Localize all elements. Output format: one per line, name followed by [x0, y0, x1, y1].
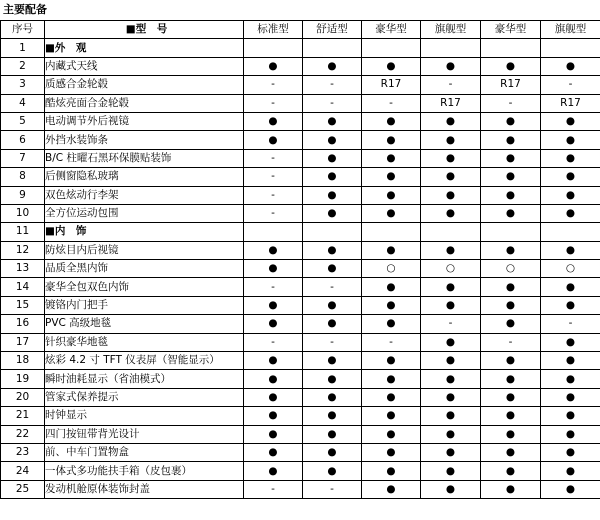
feature-value: - [244, 149, 303, 167]
feature-value: ● [244, 296, 303, 314]
feature-value: ● [421, 407, 481, 425]
table-row [1, 370, 600, 388]
feature-value: ● [541, 204, 600, 222]
feature-value [362, 223, 421, 241]
table-row [1, 241, 600, 259]
feature-name: 防炫目内后视镜 [45, 241, 244, 259]
feature-value: ● [303, 315, 362, 333]
feature-name: 品质全黑内饰 [45, 260, 244, 278]
feature-value: R17 [421, 94, 481, 112]
feature-value: ● [541, 241, 600, 259]
table-row [1, 352, 600, 370]
table-row [1, 388, 600, 406]
feature-value: ● [421, 296, 481, 314]
feature-value: ● [541, 57, 600, 75]
feature-value: R17 [541, 94, 600, 112]
table-row [1, 462, 600, 480]
row-number: 11 [1, 223, 45, 241]
feature-value: ● [244, 315, 303, 333]
spec-body [1, 39, 600, 499]
header-no: 序号 [1, 21, 45, 39]
row-number: 23 [1, 443, 45, 461]
feature-value [303, 39, 362, 57]
feature-value: ● [362, 112, 421, 130]
feature-value: ● [481, 462, 541, 480]
feature-value: ● [421, 57, 481, 75]
feature-value: ● [362, 352, 421, 370]
feature-value: ● [421, 204, 481, 222]
feature-name: 酷炫亮面合金轮毂 [45, 94, 244, 112]
feature-value: ● [421, 425, 481, 443]
feature-value: ● [303, 260, 362, 278]
feature-value: ● [481, 57, 541, 75]
feature-value [421, 223, 481, 241]
feature-value [541, 223, 600, 241]
feature-value: ● [362, 204, 421, 222]
feature-name: 瞬时油耗显示（省油模式） [45, 370, 244, 388]
feature-name: B/C 柱曜石黑环保膜贴装饰 [45, 149, 244, 167]
table-row [1, 94, 600, 112]
feature-value: ● [541, 186, 600, 204]
feature-value: ● [481, 480, 541, 498]
feature-value: ● [481, 149, 541, 167]
feature-value: ● [244, 425, 303, 443]
row-number: 1 [1, 39, 45, 57]
feature-value: ● [362, 370, 421, 388]
feature-name: 镀铬内门把手 [45, 296, 244, 314]
spec-table [0, 20, 600, 499]
feature-value: ● [244, 131, 303, 149]
feature-value: ● [244, 352, 303, 370]
feature-value: ○ [421, 260, 481, 278]
feature-value: ● [541, 112, 600, 130]
feature-value: ● [481, 131, 541, 149]
feature-value: ● [541, 131, 600, 149]
feature-value: ● [481, 168, 541, 186]
section-title: 主要配备 [3, 3, 47, 16]
feature-value: ● [244, 462, 303, 480]
feature-value: R17 [481, 76, 541, 94]
feature-value: ● [421, 480, 481, 498]
feature-value: ● [244, 443, 303, 461]
feature-value: - [244, 76, 303, 94]
feature-value: ● [303, 407, 362, 425]
row-number: 15 [1, 296, 45, 314]
feature-value: - [303, 480, 362, 498]
feature-value: ● [541, 388, 600, 406]
feature-value: ● [541, 296, 600, 314]
feature-name: 电动调节外后视镜 [45, 112, 244, 130]
feature-value: - [541, 76, 600, 94]
feature-name: 内藏式天线 [45, 57, 244, 75]
feature-value: ● [421, 278, 481, 296]
feature-value: ● [303, 131, 362, 149]
feature-value: ● [244, 57, 303, 75]
feature-value: - [362, 333, 421, 351]
feature-value: ● [541, 149, 600, 167]
row-number: 8 [1, 168, 45, 186]
feature-value: ● [362, 186, 421, 204]
feature-value [244, 39, 303, 57]
feature-value: ● [303, 186, 362, 204]
feature-name: 发动机舱原体装饰封盖 [45, 480, 244, 498]
row-number: 3 [1, 76, 45, 94]
header-trim: 豪华型 [362, 21, 421, 39]
header-trim: 标准型 [244, 21, 303, 39]
feature-value: - [244, 278, 303, 296]
feature-value: ● [244, 407, 303, 425]
row-number: 18 [1, 352, 45, 370]
feature-value: - [244, 186, 303, 204]
feature-name: 外挡水装饰条 [45, 131, 244, 149]
feature-value: ● [481, 443, 541, 461]
feature-value: ● [303, 241, 362, 259]
feature-value: ● [303, 388, 362, 406]
row-number: 17 [1, 333, 45, 351]
feature-value: ● [362, 407, 421, 425]
feature-name: 全方位运动包围 [45, 204, 244, 222]
table-row [1, 443, 600, 461]
row-number: 25 [1, 480, 45, 498]
category-row [1, 39, 600, 57]
feature-value: ● [541, 352, 600, 370]
feature-name: 一体式多功能扶手箱（皮包裹） [45, 462, 244, 480]
feature-value: R17 [362, 76, 421, 94]
table-row [1, 57, 600, 75]
feature-value [244, 223, 303, 241]
feature-value: ● [362, 480, 421, 498]
feature-value: - [244, 168, 303, 186]
feature-value: ● [244, 370, 303, 388]
feature-value: ● [303, 462, 362, 480]
feature-value: ● [421, 352, 481, 370]
feature-value [421, 39, 481, 57]
feature-value: ● [303, 57, 362, 75]
table-row [1, 333, 600, 351]
feature-value: ● [481, 241, 541, 259]
feature-name: 管家式保养提示 [45, 388, 244, 406]
table-row [1, 260, 600, 278]
feature-value [541, 39, 600, 57]
header-trim: 舒适型 [303, 21, 362, 39]
feature-value: ● [362, 241, 421, 259]
feature-value: ● [362, 315, 421, 333]
feature-value: ● [362, 296, 421, 314]
feature-value: ● [541, 462, 600, 480]
feature-name: 炫彩 4.2 寸 TFT 仪表屏（智能显示） [45, 352, 244, 370]
feature-value: ● [303, 296, 362, 314]
feature-value: ● [421, 370, 481, 388]
feature-value: ● [421, 443, 481, 461]
feature-value [303, 223, 362, 241]
table-row [1, 278, 600, 296]
row-number: 13 [1, 260, 45, 278]
feature-value: - [303, 76, 362, 94]
row-number: 16 [1, 315, 45, 333]
feature-value: - [541, 315, 600, 333]
feature-value: ● [421, 333, 481, 351]
feature-value: ● [481, 278, 541, 296]
feature-value: - [481, 333, 541, 351]
row-number: 12 [1, 241, 45, 259]
feature-value: ● [362, 388, 421, 406]
feature-value [481, 223, 541, 241]
feature-value: ● [421, 462, 481, 480]
feature-value: - [481, 94, 541, 112]
feature-value: ● [481, 204, 541, 222]
table-row [1, 296, 600, 314]
feature-value: ● [303, 352, 362, 370]
category-label: ■内 饰 [45, 223, 244, 241]
feature-value: ● [541, 333, 600, 351]
feature-value: ● [362, 149, 421, 167]
feature-value: - [303, 94, 362, 112]
feature-value: ● [541, 443, 600, 461]
feature-value [362, 39, 421, 57]
feature-value: ● [244, 260, 303, 278]
feature-value: ● [541, 425, 600, 443]
feature-value: ● [541, 480, 600, 498]
feature-value: ● [303, 168, 362, 186]
feature-name: 四门按钮带背光设计 [45, 425, 244, 443]
feature-value: ● [421, 388, 481, 406]
feature-name: 质感合金轮毂 [45, 76, 244, 94]
row-number: 24 [1, 462, 45, 480]
row-number: 19 [1, 370, 45, 388]
feature-value: ● [541, 168, 600, 186]
row-number: 22 [1, 425, 45, 443]
table-row [1, 425, 600, 443]
table-row [1, 149, 600, 167]
feature-value: - [244, 94, 303, 112]
table-row [1, 112, 600, 130]
feature-value: ● [481, 352, 541, 370]
category-row [1, 223, 600, 241]
feature-value: ● [421, 112, 481, 130]
feature-value: ○ [481, 260, 541, 278]
feature-value: ● [303, 370, 362, 388]
feature-value: ● [481, 425, 541, 443]
feature-value: ● [421, 168, 481, 186]
row-number: 14 [1, 278, 45, 296]
feature-value: ● [303, 149, 362, 167]
feature-value: ● [303, 204, 362, 222]
feature-value: ● [303, 425, 362, 443]
feature-value: ● [541, 407, 600, 425]
feature-value: ● [481, 315, 541, 333]
feature-value: ○ [362, 260, 421, 278]
feature-value: ● [481, 186, 541, 204]
row-number: 6 [1, 131, 45, 149]
header-trim: 豪华型 [481, 21, 541, 39]
feature-value: ○ [541, 260, 600, 278]
table-row [1, 204, 600, 222]
feature-value: ● [421, 131, 481, 149]
feature-value: ● [541, 370, 600, 388]
feature-name: 豪华全包双色内饰 [45, 278, 244, 296]
feature-value: - [244, 480, 303, 498]
table-row [1, 76, 600, 94]
category-label: ■外 观 [45, 39, 244, 57]
table-row [1, 480, 600, 498]
feature-value: ● [362, 131, 421, 149]
feature-name: 前、中车门置物盒 [45, 443, 244, 461]
header-item: ■型 号 [45, 21, 244, 39]
feature-value: ● [421, 241, 481, 259]
feature-value: ● [362, 462, 421, 480]
feature-value: ● [481, 407, 541, 425]
feature-value: - [244, 333, 303, 351]
row-number: 21 [1, 407, 45, 425]
feature-value: ● [421, 149, 481, 167]
feature-value: ● [541, 278, 600, 296]
header-row [1, 21, 600, 39]
feature-value: ● [362, 443, 421, 461]
feature-name: PVC 高级地毯 [45, 315, 244, 333]
feature-value: ● [362, 168, 421, 186]
feature-value: - [421, 76, 481, 94]
row-number: 7 [1, 149, 45, 167]
feature-value: ● [244, 388, 303, 406]
feature-value: ● [362, 57, 421, 75]
feature-value: - [362, 94, 421, 112]
feature-value: - [303, 333, 362, 351]
table-row [1, 168, 600, 186]
feature-name: 针织豪华地毯 [45, 333, 244, 351]
feature-value: ● [481, 112, 541, 130]
feature-value: ● [303, 112, 362, 130]
feature-name: 后侧窗隐私玻璃 [45, 168, 244, 186]
row-number: 5 [1, 112, 45, 130]
feature-value: ● [481, 296, 541, 314]
feature-value [481, 39, 541, 57]
row-number: 9 [1, 186, 45, 204]
feature-value: ● [421, 186, 481, 204]
feature-value: ● [362, 425, 421, 443]
feature-name: 时钟显示 [45, 407, 244, 425]
table-row [1, 131, 600, 149]
feature-value: ● [481, 388, 541, 406]
row-number: 20 [1, 388, 45, 406]
table-row [1, 407, 600, 425]
feature-value: ● [244, 241, 303, 259]
row-number: 4 [1, 94, 45, 112]
feature-value: ● [362, 278, 421, 296]
row-number: 2 [1, 57, 45, 75]
table-row [1, 315, 600, 333]
header-trim: 旗舰型 [541, 21, 600, 39]
header-trim: 旗舰型 [421, 21, 481, 39]
feature-value: - [244, 204, 303, 222]
feature-value: - [303, 278, 362, 296]
feature-value: ● [244, 112, 303, 130]
table-row [1, 186, 600, 204]
feature-value: ● [303, 443, 362, 461]
feature-value: - [421, 315, 481, 333]
feature-value: ● [481, 370, 541, 388]
row-number: 10 [1, 204, 45, 222]
feature-name: 双色炫动行李架 [45, 186, 244, 204]
